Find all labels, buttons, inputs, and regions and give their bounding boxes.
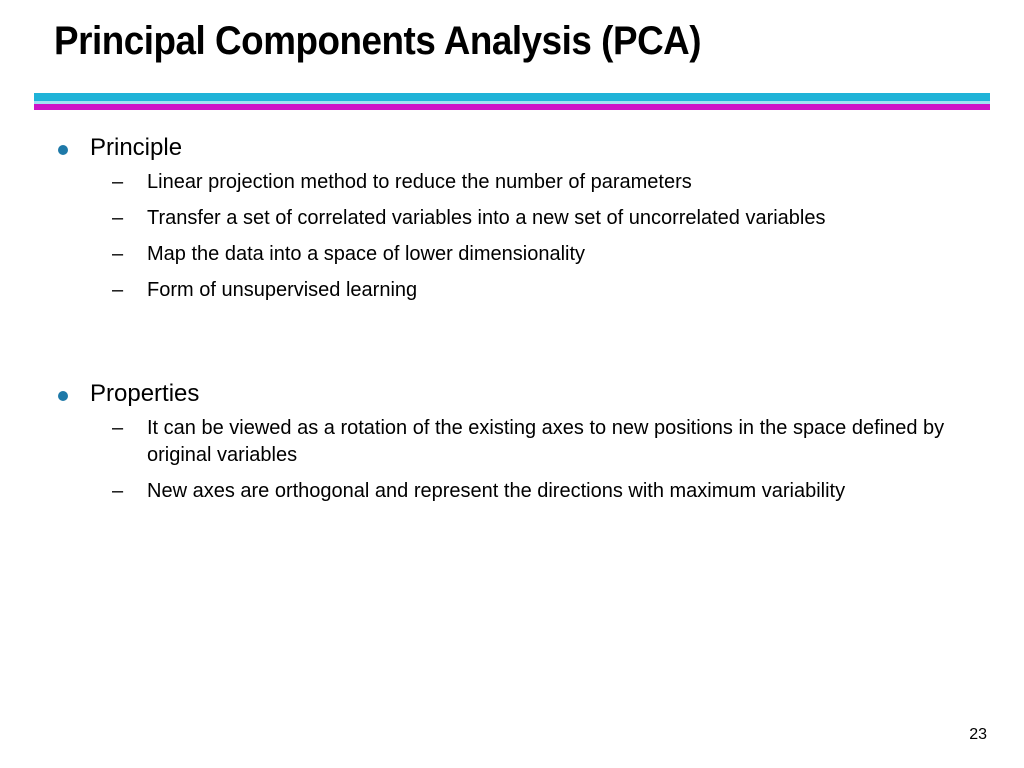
list-item xyxy=(56,415,977,469)
section-heading-text: Properties xyxy=(90,380,200,407)
list-item-text: Map the data into a space of lower dimensionality xyxy=(147,243,586,265)
title-divider-cyan xyxy=(34,93,990,101)
title-divider-magenta xyxy=(34,104,990,110)
section-heading xyxy=(56,133,976,163)
section-heading-text: Principle xyxy=(90,134,183,161)
list-item-text: New axes are orthogonal and represent the directions with maximum variability xyxy=(147,480,846,502)
page-number: 23 xyxy=(969,726,987,743)
bullet-dot-icon xyxy=(58,145,68,155)
dash-bullet-icon: – xyxy=(112,480,124,502)
sub-bullet-list xyxy=(56,169,976,304)
dash-bullet-icon: – xyxy=(112,417,124,439)
section-principle xyxy=(56,133,976,313)
list-item xyxy=(56,205,977,232)
section-heading xyxy=(56,379,976,409)
list-item-text: Transfer a set of correlated variables into a new set of uncorrelated variables xyxy=(147,207,826,229)
dash-bullet-icon: – xyxy=(112,171,124,193)
bullet-dot-icon xyxy=(58,391,68,401)
section-properties xyxy=(56,379,976,514)
sub-bullet-list xyxy=(56,415,976,505)
list-item xyxy=(56,241,977,268)
dash-bullet-icon: – xyxy=(112,279,124,301)
slide-title: Principal Components Analysis (PCA) xyxy=(54,19,702,63)
dash-bullet-icon: – xyxy=(112,207,124,229)
list-item xyxy=(56,478,977,505)
list-item xyxy=(56,169,977,196)
list-item-text: It can be viewed as a rotation of the existing axes to new positions in the space defined by original variables xyxy=(147,417,945,466)
list-item-text: Form of unsupervised learning xyxy=(147,279,418,301)
list-item-text: Linear projection method to reduce the number of parameters xyxy=(147,171,692,193)
list-item xyxy=(56,277,977,304)
dash-bullet-icon: – xyxy=(112,243,124,265)
